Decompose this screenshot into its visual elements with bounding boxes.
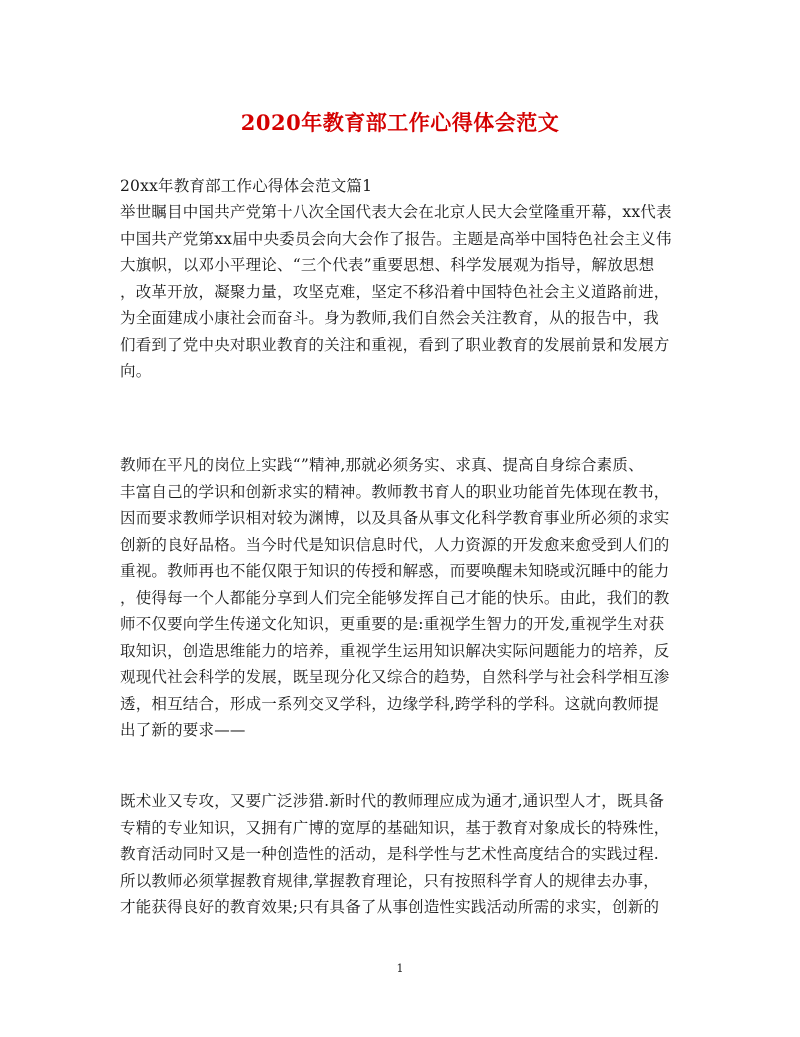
subtitle-line: 20xx年教育部工作心得体会范文篇1 <box>120 177 373 195</box>
section-subtitle <box>120 173 680 200</box>
paragraph-line: 中国共产党第xx届中央委员会向大会作了报告。主题是高举中国特色社会主义伟 <box>120 229 672 248</box>
paragraph-line: 既术业又专攻，又要广泛涉猎.新时代的教师理应成为通才,通识型人才，既具备 <box>120 792 665 810</box>
paragraph-line: 师不仅要向学生传递文化知识，更重要的是:重视学生智力的开发,重视学生对获 <box>120 615 665 633</box>
paragraph-line: 教师在平凡的岗位上实践“”精神,那就必须务实、求真、提高自身综合素质、 <box>120 456 644 474</box>
paragraph-line: 教育活动同时又是一种创造性的活动，是科学性与艺术性高度结合的实践过程. <box>120 845 659 863</box>
paragraph-line: 创新的良好品格。当今时代是知识信息时代，人力资源的开发愈来愈受到人们的 <box>120 535 670 554</box>
paragraph-line: 取知识，创造思维能力的培养，重视学生运用知识解决实际问题能力的培养，反 <box>120 641 670 660</box>
paragraph-line: 重视。教师再也不能仅限于知识的传授和解惑，而要唤醒未知晓或沉睡中的能力 <box>120 562 670 580</box>
paragraph-line: ，改革开放，凝聚力量，攻坚克难，坚定不移沿着中国特色社会主义道路前进， <box>120 282 670 301</box>
paragraph-3 <box>120 788 680 921</box>
paragraph-line: 专精的专业知识，又拥有广博的宽厚的基础知识，基于教育对象成长的特殊性， <box>120 818 670 837</box>
paragraph-line: 大旗帜，以邓小平理论、“三个代表”重要思想、科学发展观为指导，解放思想 <box>120 256 655 274</box>
paragraph-line: 举世瞩目中国共产党第十八次全国代表大会在北京人民大会堂隆重开幕，xx代表 <box>120 203 672 221</box>
paragraph-line: 向。 <box>120 362 152 380</box>
paragraph-line: 出了新的要求—— <box>120 721 246 739</box>
paragraph-line: 透，相互结合，形成一系列交叉学科，边缘学科,跨学科的学科。这就向教师提 <box>120 694 659 713</box>
paragraph-line: 才能获得良好的教育效果;只有具备了从事创造性实践活动所需的求实，创新的 <box>120 898 660 916</box>
page-number: 1 <box>396 962 404 975</box>
paragraph-line: 为全面建成小康社会而奋斗。身为教师,我们自然会关注教育，从的报告中，我 <box>120 309 659 327</box>
paragraph-line: 观现代社会科学的发展，既呈现分化又综合的趋势，自然科学与社会科学相互渗 <box>120 668 670 686</box>
paragraph-line: 因而要求教师学识相对较为渊博，以及具备从事文化科学教育事业所必须的求实 <box>120 509 670 527</box>
paragraph-line: 所以教师必须掌握教育规律,掌握教育理论，只有按照科学育人的规律去办事， <box>120 871 659 890</box>
paragraph-line: 们看到了党中央对职业教育的关注和重视，看到了职业教育的发展前景和发展方 <box>120 335 670 354</box>
paragraph-2 <box>120 452 680 744</box>
paragraph-line: ，使得每一个人都能分享到人们完全能够发挥自己才能的快乐。由此，我们的教 <box>120 588 670 607</box>
paragraph-1 <box>120 199 680 385</box>
document-title: 2020年教育部工作心得体会范文 <box>240 110 560 135</box>
paragraph-line: 丰富自己的学识和创新求实的精神。教师教书育人的职业功能首先体现在教书， <box>120 482 670 501</box>
